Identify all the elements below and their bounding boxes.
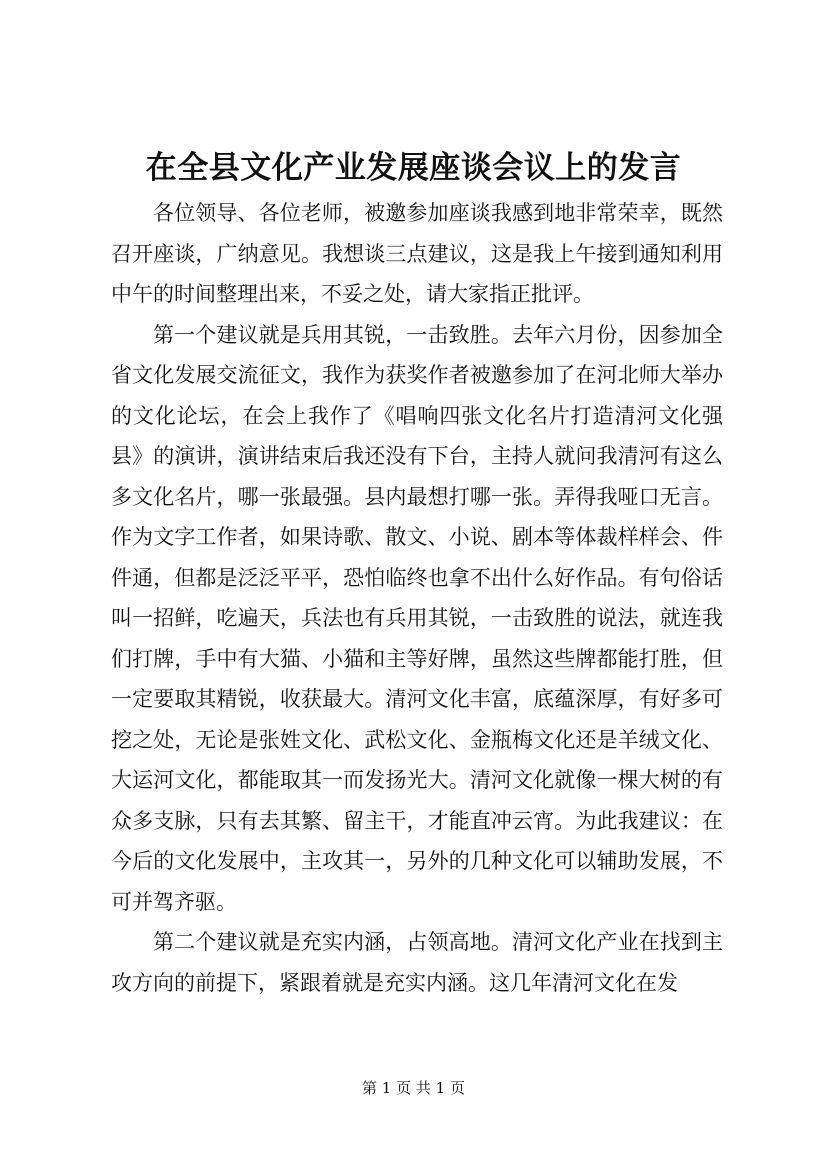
document-title: 在全县文化产业发展座谈会议上的发言 <box>145 150 682 186</box>
document-body <box>111 193 723 1003</box>
paragraph-suggestion-one: 第一个建议就是兵用其锐，一击致胜。去年六月份，因参加全省文化发展交流征文，我作为获奖作者被邀参加了在河北师大举办的文化论坛，在会上我作了《唱响四张文化名片打造清河文化强县》的演讲，演讲结束后我还没有下台，主持人就问我清河有这么多文化名片，哪一张最强。县内最想打哪一张。弄得我哑口无言。作为文字工作者，如果诗歌、散文、小说、剧本等体裁样样会、件件通，但都是泛泛平平，恐怕临终也拿不出什么好作品。有句俗话叫一招鲜，吃遍天，兵法也有兵用其锐，一击致胜的说法，就连我们打牌，手中有大猫、小猫和主等好牌，虽然这些牌都能打胜，但一定要取其精锐，收获最大。清河文化丰富，底蕴深厚，有好多可挖之处，无论是张姓文化、武松文化、金瓶梅文化还是羊绒文化、大运河文化，都能取其一而发扬光大。清河文化就像一棵大树的有众多支脉，只有去其繁、留主干，才能直冲云宵。为此我建议：在今后的文化发展中，主攻其一，另外的几种文化可以辅助发展，不可并驾齐驱。 <box>111 322 723 914</box>
page-number-footer: 第 1 页 共 1 页 <box>362 1079 465 1097</box>
paragraph-suggestion-two: 第二个建议就是充实内涵，占领高地。清河文化产业在找到主攻方向的前提下，紧跟着就是充实内涵。这几年清河文化在发 <box>111 930 723 995</box>
paragraph-intro: 各位领导、各位老师，被邀参加座谈我感到地非常荣幸，既然召开座谈，广纳意见。我想谈三点建议，这是我上午接到通知利用中午的时间整理出来，不妥之处，请大家指正批评。 <box>111 201 723 306</box>
